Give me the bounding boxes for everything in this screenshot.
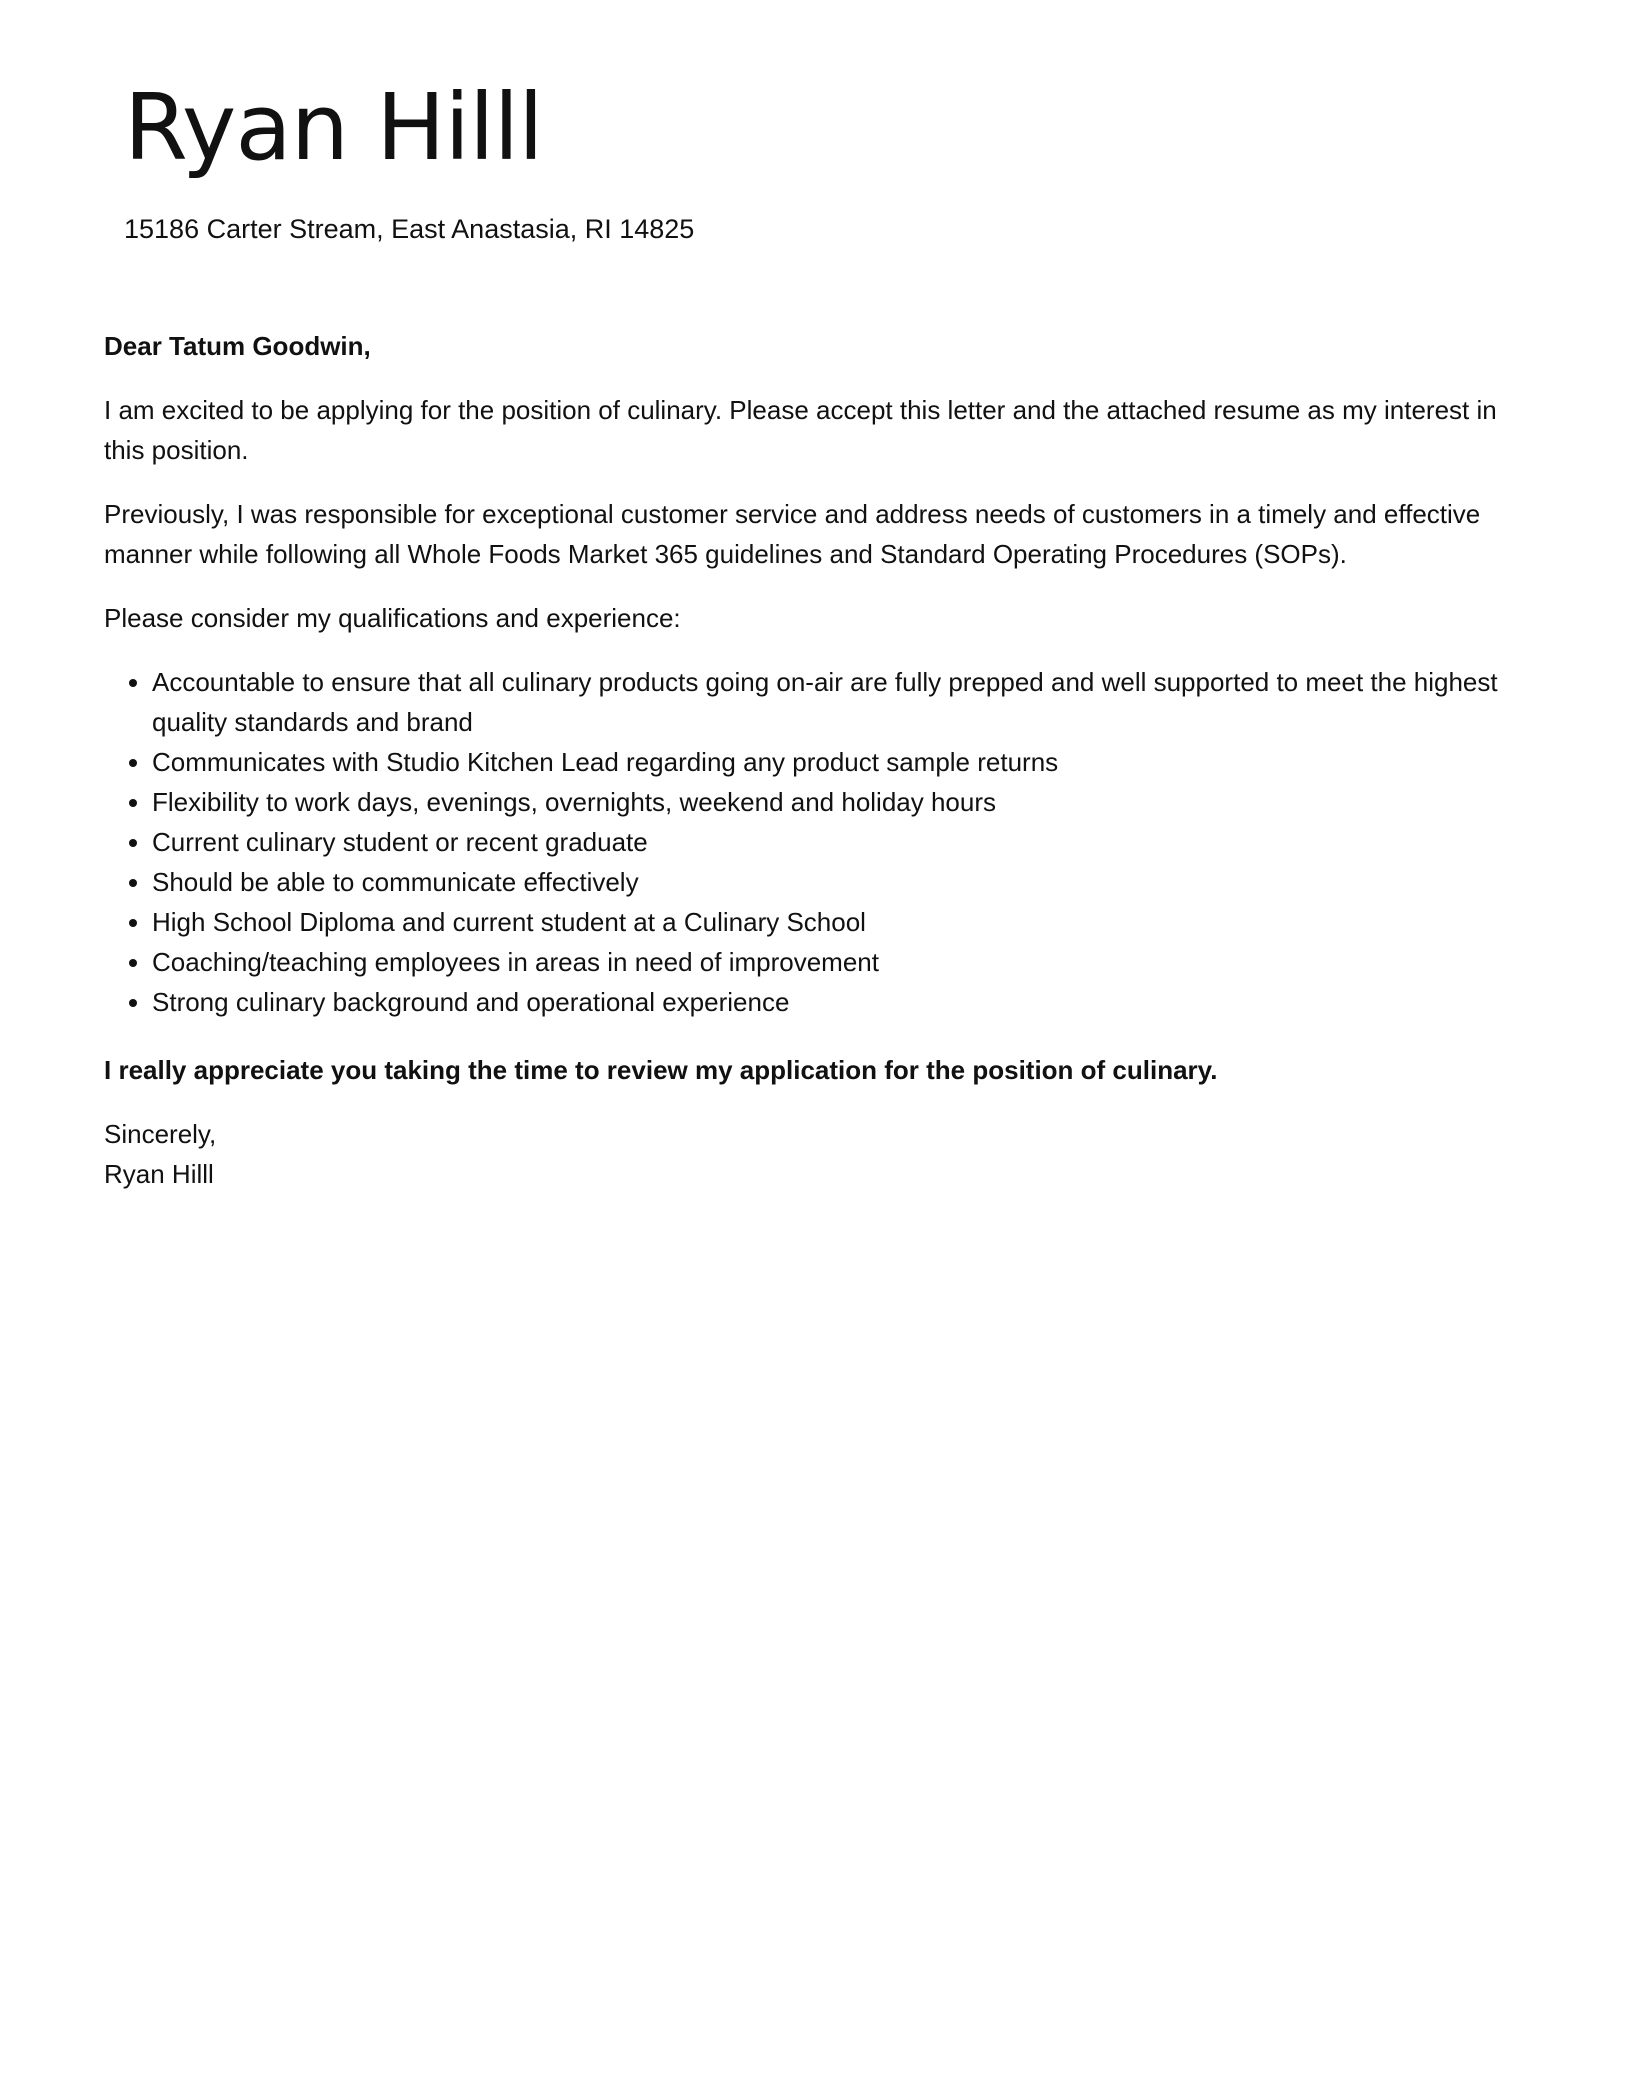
list-item: • Strong culinary background and operational experience (152, 982, 1504, 1022)
list-item: • Should be able to communicate effectively (152, 862, 1504, 902)
letter-body (104, 326, 1504, 1194)
signoff: Sincerely, (104, 1119, 217, 1149)
signature-name: Ryan Hilll (104, 1159, 214, 1189)
applicant-name: Ryan Hilll (124, 74, 543, 181)
letter-header (124, 70, 1504, 246)
list-item: • Communicates with Studio Kitchen Lead regarding any product sample returns (152, 742, 1504, 782)
paragraph-qualifications-intro: Please consider my qualifications and experience: (104, 603, 681, 633)
paragraph-experience: Previously, I was responsible for exceptional customer service and address needs of customers in a timely and effective manner while following all Whole Foods Market 365 guidelines and Standard Operating Procedures (SOPs). (104, 499, 1481, 569)
list-item: • High School Diploma and current student at a Culinary School (152, 902, 1504, 942)
list-item: • Coaching/teaching employees in areas in need of improvement (152, 942, 1504, 982)
list-item: • Flexibility to work days, evenings, overnights, weekend and holiday hours (152, 782, 1504, 822)
paragraph-intro: I am excited to be applying for the position of culinary. Please accept this letter and the attached resume as my interest in this position. (104, 395, 1497, 465)
salutation: Dear Tatum Goodwin, (104, 331, 371, 361)
list-item: • Accountable to ensure that all culinary products going on-air are fully prepped and well supported to meet the highest quality standards and brand (152, 662, 1504, 742)
qualifications-list (104, 662, 1504, 1022)
applicant-address: 15186 Carter Stream, East Anastasia, RI 14825 (124, 214, 695, 244)
list-item: • Current culinary student or recent graduate (152, 822, 1504, 862)
closing-line: I really appreciate you taking the time to review my application for the position of culinary. (104, 1055, 1218, 1085)
